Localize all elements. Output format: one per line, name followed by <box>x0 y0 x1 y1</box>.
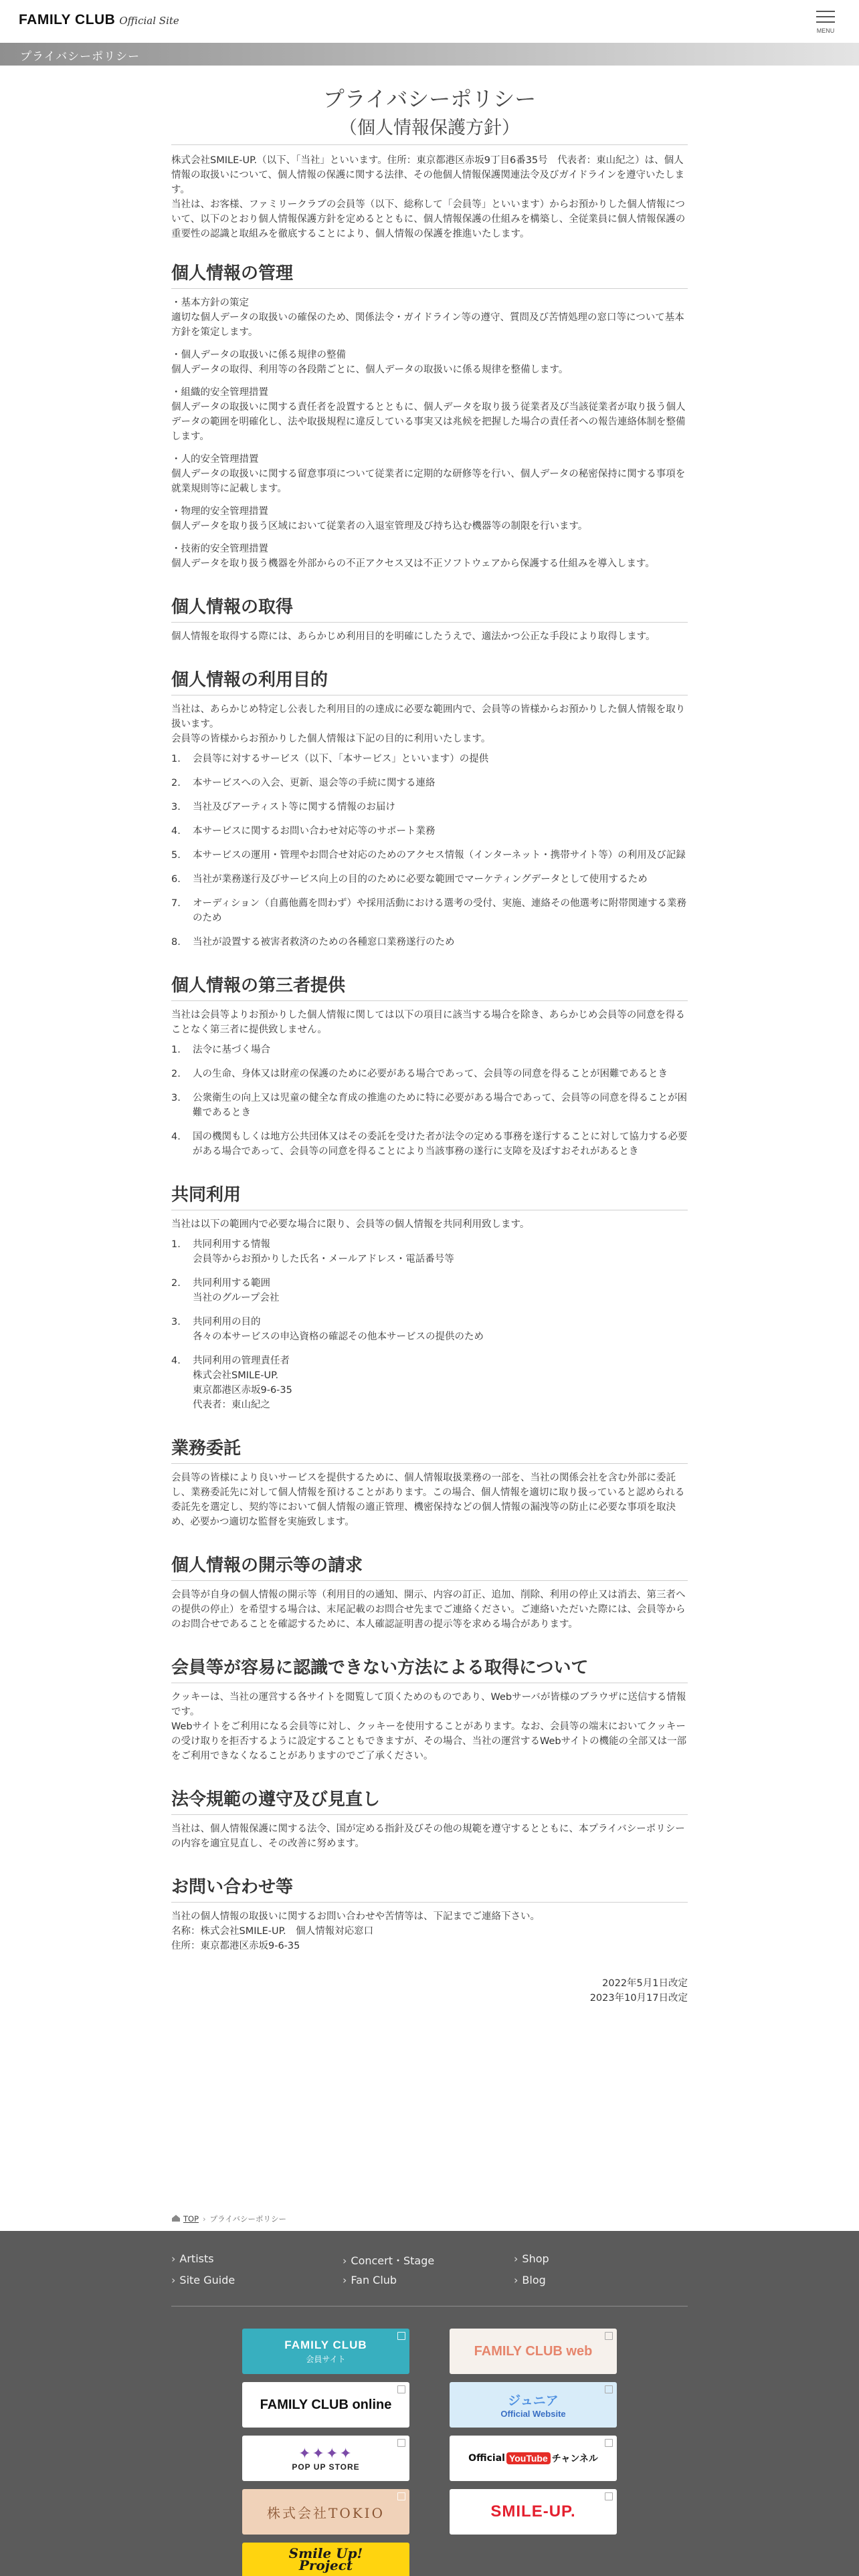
section-heading-purpose: 個人情報の利用目的 <box>171 668 688 695</box>
list-item <box>171 1043 688 1057</box>
footer-link-fan-club[interactable]: › Fan Club <box>343 2274 397 2286</box>
banner-text: FAMILY CLUB web <box>474 2343 593 2359</box>
item-heading: ・人的安全管理措置 <box>171 454 259 465</box>
contact-line: 名称：株式会社SMILE-UP. 個人情報対応窓口 <box>171 1926 374 1937</box>
management-item <box>171 504 688 534</box>
list-text: 法令に基づく場合 <box>193 1045 270 1055</box>
list-number: 2. <box>171 1069 181 1079</box>
list-text: 人の生命、身体又は財産の保護のために必要がある場合であって、会員等の同意を得ることが困難であるとき <box>193 1069 668 1079</box>
section-heading-management: 個人情報の管理 <box>171 261 688 289</box>
list-number: 7. <box>171 898 181 909</box>
cookies-text: クッキーは、当社の運営する各サイトを閲覧して頂くためのものであり、Webサーバが皆様のブラウザに送信する情報です。 <box>171 1692 686 1717</box>
list-number: 4. <box>171 1132 181 1142</box>
list-item <box>171 1276 688 1305</box>
list-text: 本サービスに関するお問い合わせ対応等のサポート業務 <box>193 826 436 837</box>
list-item <box>171 1237 688 1267</box>
section-heading-joint-use: 共同利用 <box>171 1183 688 1210</box>
section-heading-disclosure: 個人情報の開示等の請求 <box>171 1553 688 1581</box>
banner-text: Smile Up! <box>288 2545 363 2561</box>
section-heading-contact: お問い合わせ等 <box>171 1875 688 1903</box>
list-text: 国の機関もしくは地方公共団体又はその委託を受けた者が法令の定める事務を遂行することに対して協力する必要がある場合であって、会員等の同意を得ることにより当該事務の遂行に支障を及ぼすおそれがあるとき <box>193 1132 688 1157</box>
banner-text: SMILE-UP. <box>490 2502 576 2520</box>
disclosure-text: 会員等が自身の個人情報の開示等（利用目的の通知、開示、内容の訂正、追加、削除、利用の停止又は消去、第三者への提供の停止）を希望する場合は、末尾記載のお問合せ先までご連絡ください。ご連絡いただいた際には、会員等からのお問合せであることを確認するために、本人確認証明書の提示等を求める場合があります。 <box>171 1590 686 1630</box>
item-heading: ・物理的安全管理措置 <box>171 506 268 517</box>
list-item <box>171 1067 688 1081</box>
joint-use-list <box>171 1237 688 1412</box>
logo-main-text: FAMILY CLUB <box>19 12 116 27</box>
footer-link-artists[interactable]: › Artists <box>171 2252 214 2265</box>
intro-paragraph: 株式会社SMILE-UP.（以下、「当社」といいます。住所：東京都港区赤坂9丁目6番35号 代表者：東山紀之）は、個人情報の取扱いについて、個人情報の保護に関する法律、その他個人情報保護関連法令及びガイドラインを遵守いたします。 <box>171 155 685 195</box>
external-link-icon <box>605 2492 613 2500</box>
item-body: 個人データの取扱いに関する留意事項について従業者に定期的な研修等を行い、個人データの秘密保持に関する事項を就業規則等に記載します。 <box>171 469 686 494</box>
youtube-logo-icon: YouTube <box>506 2452 551 2464</box>
joint-use-lead: 当社は以下の範囲内で必要な場合に限り、会員等の個人情報を共同利用致します。 <box>171 1219 530 1230</box>
third-party-lead: 当社は会員等よりお預かりした個人情報に関しては以下の項目に該当する場合を除き、あらかじめ会員等の同意を得ることなく第三者に提供致しません。 <box>171 1010 685 1035</box>
banner-logo-mark: ✦✦✦✦ <box>298 2445 353 2462</box>
list-item <box>171 800 688 815</box>
list-text: オーディション（自薦他薦を問わず）や採用活動における選考の受付、実施、連絡その他選考に附帯関連する業務のため <box>193 898 687 924</box>
item-body: 適切な個人データの取扱いの確保のため、関係法令・ガイドライン等の遵守、質問及び苦情処理の窓口等について基本方針を策定します。 <box>171 312 684 338</box>
list-item <box>171 752 688 766</box>
list-number: 1. <box>171 754 181 764</box>
list-number: 4. <box>171 826 181 837</box>
menu-label: MENU <box>816 27 835 34</box>
breadcrumb-current: プライバシーポリシー <box>209 2214 287 2224</box>
banner-fc-online[interactable] <box>242 2382 409 2428</box>
list-text: 共同利用の目的 <box>193 1317 261 1327</box>
list-item <box>171 935 688 950</box>
banner-youtube-channel[interactable] <box>450 2436 617 2481</box>
list-text: 公衆衛生の向上又は児童の健全な育成の推進のために特に必要がある場合であって、会員等の同意を得ることが困難であるとき <box>193 1093 688 1118</box>
management-item <box>171 348 688 377</box>
list-number: 3. <box>171 1093 181 1103</box>
footer-link-blog[interactable]: › Blog <box>514 2274 546 2286</box>
banner-junior-official[interactable] <box>450 2382 617 2428</box>
cookies-text: Webサイトをご利用になる会員等に対し、クッキーを使用することがあります。なお、会員等の端末においてクッキーの受け取りを拒否するように設定することもできますが、その場合、当社の運営するWebサイトの機能の全部又は一部をご利用できなくなることがありますのでご了承ください。 <box>171 1721 687 1761</box>
title-divider <box>171 144 688 145</box>
list-item <box>171 1315 688 1344</box>
list-text: 当社及びアーティスト等に関する情報のお届け <box>193 802 395 813</box>
item-heading: ・組織的安全管理措置 <box>171 387 268 398</box>
contact-line: 当社の個人情報の取扱いに関するお問い合わせや苦情等は、下記までご連絡下さい。 <box>171 1911 540 1922</box>
section-heading-outsourcing: 業務委託 <box>171 1436 688 1464</box>
page-title-band <box>0 43 859 66</box>
item-body: 個人データの取扱いに関する責任者を設置するとともに、個人データを取り扱う従業者及び当該従業者が取り扱う個人データの範囲を明確化し、法や取扱規程に違反している事実又は兆候を把握した場合の責任者への報告連絡体制を整備します。 <box>171 402 686 442</box>
contact-line: 住所：東京都港区赤坂9-6-35 <box>171 1941 300 1951</box>
list-item <box>171 1130 688 1159</box>
revision-date: 2022年5月1日改定 <box>602 1978 688 1989</box>
section-heading-third-party: 個人情報の第三者提供 <box>171 974 688 1001</box>
banner-fc-web[interactable] <box>450 2329 617 2374</box>
purpose-lead: 会員等の皆様からお預かりした個人情報は下記の目的に利用いたします。 <box>171 734 491 744</box>
list-text: 共同利用する情報 <box>193 1239 270 1250</box>
banner-smile-up[interactable] <box>450 2489 617 2535</box>
hamburger-icon <box>816 11 835 12</box>
list-text: 当社が業務遂行及びサービス向上の目的のために必要な範囲でマーケティングデータとして使用するため <box>193 874 648 885</box>
section-heading-compliance: 法令規範の遵守及び見直し <box>171 1788 688 1815</box>
list-item <box>171 896 688 926</box>
item-heading: ・技術的安全管理措置 <box>171 544 268 554</box>
external-link-icon <box>397 2385 405 2393</box>
list-number: 2. <box>171 778 181 788</box>
list-item <box>171 1091 688 1120</box>
banner-smile-up-project[interactable] <box>242 2543 409 2576</box>
breadcrumb-home-link[interactable]: TOP <box>183 2214 199 2224</box>
list-number: 1. <box>171 1239 181 1250</box>
list-item <box>171 824 688 839</box>
management-item <box>171 296 688 340</box>
banner-fc-member-site[interactable] <box>242 2329 409 2374</box>
list-number: 3. <box>171 802 181 813</box>
hamburger-icon-bar <box>816 21 835 23</box>
breadcrumb <box>171 2214 286 2224</box>
site-logo[interactable] <box>19 12 179 28</box>
logo-sub-text: Official Site <box>119 15 179 27</box>
list-text: 会員等に対するサービス（以下、「本サービス」といいます）の提供 <box>193 754 489 764</box>
purpose-lead: 当社は、あらかじめ特定し公表した利用目的の達成に必要な範囲内で、会員等の皆様からお預かりした個人情報を取り扱います。 <box>171 704 686 730</box>
compliance-text: 当社は、個人情報保護に関する法令、国が定める指針及びその他の規範を遵守するとともに、本プライバシーポリシーの内容を適宜見直し、その改善に努めます。 <box>171 1824 685 1849</box>
list-number: 1. <box>171 1045 181 1055</box>
list-text: 会員等からお預かりした氏名・メールアドレス・電話番号等 <box>193 1254 454 1265</box>
list-text: 本サービスの運用・管理やお問合せ対応のためのアクセス情報（インターネット・携帯サイト等）の利用及び記録 <box>193 850 686 861</box>
list-text: 各々の本サービスの申込資格の確認その他本サービスの提供のため <box>193 1331 484 1342</box>
intro-paragraph: 当社は、お客様、ファミリークラブの会員等（以下、総称して「会員等」といいます）からお預かりした個人情報について、以下のとおり個人情報保護方針を定めるとともに、個人情報保護の仕組みを構築し、全従業員に個人情報保護の重要性の認識と取組みを徹底することにより、個人情報の保護を推進いたします。 <box>171 199 686 239</box>
list-number: 2. <box>171 1278 181 1289</box>
external-link-icon <box>397 2439 405 2447</box>
purpose-list <box>171 752 688 950</box>
external-link-icon <box>605 2385 613 2393</box>
list-text: 代表者：東山紀之 <box>193 1400 270 1410</box>
page-title: プライバシーポリシー <box>322 86 537 112</box>
hamburger-icon-bar <box>816 16 835 17</box>
third-party-list <box>171 1043 688 1159</box>
list-text: 東京都港区赤坂9-6-35 <box>193 1385 292 1396</box>
section-heading-cookies: 会員等が容易に認識できない方法による取得について <box>171 1656 688 1683</box>
banner-text: 株式会社TOKIO <box>267 2504 385 2521</box>
item-heading: ・基本方針の策定 <box>171 298 249 308</box>
list-item <box>171 872 688 887</box>
external-link-icon <box>397 2332 405 2340</box>
acquisition-text: 個人情報を取得する際には、あらかじめ利用目的を明確にしたうえで、適法かつ公正な手段により取得します。 <box>171 631 656 642</box>
page-subtitle: （個人情報保護方針） <box>339 118 520 138</box>
banner-text: Project <box>298 2557 353 2573</box>
banner-tokio[interactable] <box>242 2489 409 2535</box>
list-text: 当社が設置する被害者救済のための各種窓口業務遂行のため <box>193 937 455 948</box>
footer-link-concert[interactable]: › Concert・Stage <box>343 2252 434 2268</box>
external-link-icon <box>397 2492 405 2500</box>
banner-text: Official Website <box>500 2409 566 2419</box>
banner-text: Official <box>468 2453 505 2464</box>
menu-button[interactable] <box>812 7 839 36</box>
list-text: 当社のグループ会社 <box>193 1293 280 1303</box>
banner-text: FAMILY CLUB online <box>260 2397 392 2412</box>
management-item <box>171 542 688 571</box>
list-number: 8. <box>171 937 181 948</box>
revision-date: 2023年10月17日改定 <box>589 1993 688 2004</box>
list-item <box>171 776 688 790</box>
footer-link-site-guide[interactable]: › Site Guide <box>171 2274 235 2286</box>
external-link-icon <box>605 2332 613 2340</box>
list-number: 6. <box>171 874 181 885</box>
list-item <box>171 1354 688 1412</box>
list-number: 5. <box>171 850 181 861</box>
item-body: 個人データを取り扱う機器を外部からの不正アクセス又は不正ソフトウェアから保護する仕組みを導入します。 <box>171 558 655 569</box>
breadcrumb-separator-icon: › <box>203 2214 206 2224</box>
banner-text: ジュニア <box>508 2393 559 2408</box>
management-item <box>171 452 688 496</box>
site-footer <box>0 2231 859 2576</box>
external-link-icon <box>605 2439 613 2447</box>
banner-text: FAMILY CLUB <box>284 2338 367 2351</box>
revision-dates <box>171 1976 688 2006</box>
page-band-title: プライバシーポリシー <box>20 50 140 64</box>
item-heading: ・個人データの取扱いに係る規律の整備 <box>171 350 346 360</box>
management-item <box>171 385 688 444</box>
list-text: 共同利用する範囲 <box>193 1278 270 1289</box>
banner-text: POP UP STORE <box>292 2462 360 2472</box>
policy-content <box>171 83 688 2006</box>
banner-text: チャンネル <box>551 2454 598 2464</box>
list-item <box>171 848 688 863</box>
outsourcing-text: 会員等の皆様により良いサービスを提供するために、個人情報取扱業務の一部を、当社の関係会社を含む外部に委託し、業務委託先に対して個人情報を預けることがあります。この場合、個人情報を適切に取り扱っていると認められる委託先を選定し、契約等において個人情報の適正管理、機密保持などの個人情報の漏洩等の防止に必要な事項を取決め、必要かつ適切な監督を実施致します。 <box>171 1473 685 1527</box>
list-number: 3. <box>171 1317 181 1327</box>
site-header <box>0 0 859 43</box>
item-body: 個人データを取り扱う区域において従業者の入退室管理及び持ち込む機器等の制限を行います。 <box>171 521 588 532</box>
list-text: 共同利用の管理責任者 <box>193 1356 290 1366</box>
home-icon <box>171 2214 181 2222</box>
footer-link-shop[interactable]: › Shop <box>514 2252 549 2265</box>
list-text: 株式会社SMILE-UP. <box>193 1370 279 1381</box>
section-heading-acquisition: 個人情報の取得 <box>171 595 688 623</box>
list-text: 本サービスへの入会、更新、退会等の手続に関する連絡 <box>193 778 436 788</box>
banner-popup-store[interactable] <box>242 2436 409 2481</box>
banner-text: 会員サイト <box>306 2354 346 2364</box>
list-number: 4. <box>171 1356 181 1366</box>
item-body: 個人データの取得、利用等の各段階ごとに、個人データの取扱いに係る規律を整備します。 <box>171 364 569 375</box>
